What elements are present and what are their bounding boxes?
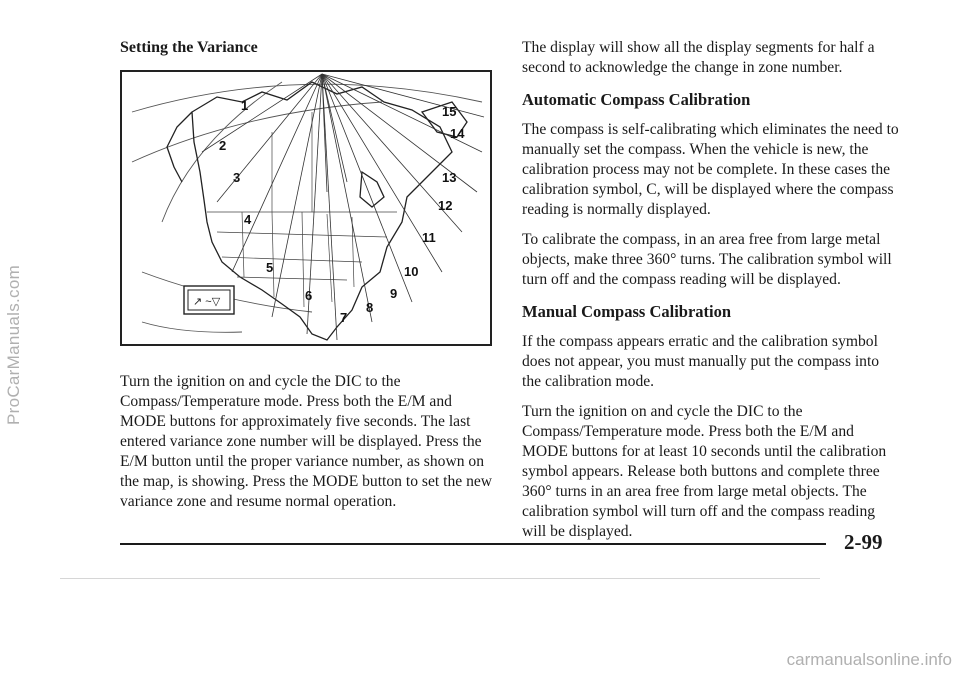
manual-calibration-paragraph-1: If the compass appears erratic and the calibration symbol does not appear, you must manually put the compass into the calibration mode. (522, 333, 880, 390)
map-zone-label: 15 (442, 104, 457, 119)
north-america-map-graphic (122, 72, 490, 344)
footer-rule (120, 543, 826, 545)
compass-display-inset-icon (184, 286, 234, 314)
map-zone-label: 5 (266, 260, 274, 275)
section-title-manual-calibration: Manual Compass Calibration (522, 302, 732, 321)
map-zone-label: 8 (366, 300, 374, 315)
section-title-setting-variance: Setting the Variance (120, 39, 258, 56)
bottom-watermark: carmanualsonline.info (786, 650, 952, 669)
manual-calibration-paragraph-2: Turn the ignition on and cycle the DIC to the Compass/Temperature mode. Press both the E/M and MODE buttons for at least 10 seconds until the calibration symbol appears. Release both buttons and complete three 360° turns in an area free from large metal objects. The calibration symbol will turn off and the compass reading will be displayed. (522, 403, 887, 540)
map-zone-label: 14 (450, 126, 465, 141)
map-zone-label: 7 (340, 310, 348, 325)
page-number: 2-99 (844, 530, 883, 554)
map-zone-label: 10 (404, 264, 419, 279)
automatic-calibration-paragraph-2: To calibrate the compass, in an area free from large metal objects, make three 360° turns. The calibration symbol will turn off and the compass reading will be displayed. (522, 231, 892, 288)
right-column (522, 38, 900, 552)
scan-edge-line (60, 578, 820, 579)
automatic-calibration-paragraph-1: The compass is self-calibrating which eliminates the need to manually set the compass. When the vehicle is new, the calibration process may not be complete. In these cases the calibration symbol, C, will be displayed where the compass reading is normally displayed. (522, 121, 899, 218)
map-zone-label: 11 (422, 230, 436, 245)
map-zone-label: 9 (390, 286, 398, 301)
variance-zone-map (120, 70, 492, 346)
left-column (120, 38, 500, 522)
map-zone-label: 1 (241, 98, 249, 113)
side-watermark: ProCarManuals.com (4, 264, 23, 426)
map-zone-label: 3 (233, 170, 241, 185)
map-zone-label: 13 (442, 170, 457, 185)
map-zone-label: 12 (438, 198, 453, 213)
display-intro-paragraph: The display will show all the display segments for half a second to acknowledge the change in zone number. (522, 39, 875, 76)
section-title-automatic-calibration: Automatic Compass Calibration (522, 90, 751, 109)
setting-variance-paragraph: Turn the ignition on and cycle the DIC to the Compass/Temperature mode. Press both the E/M and MODE buttons for approximately five seconds. The last entered variance zone number will be displayed. Press the E/M button until the proper variance number, as shown on the map, is showing. Press the MODE button to set the new variance zone and resume normal operation. (120, 373, 493, 510)
map-zone-label: 4 (244, 212, 252, 227)
svg-text:↗ ~▽: ↗ ~▽ (193, 296, 221, 308)
map-zone-label: 2 (219, 138, 227, 153)
map-zone-label: 6 (305, 288, 313, 303)
